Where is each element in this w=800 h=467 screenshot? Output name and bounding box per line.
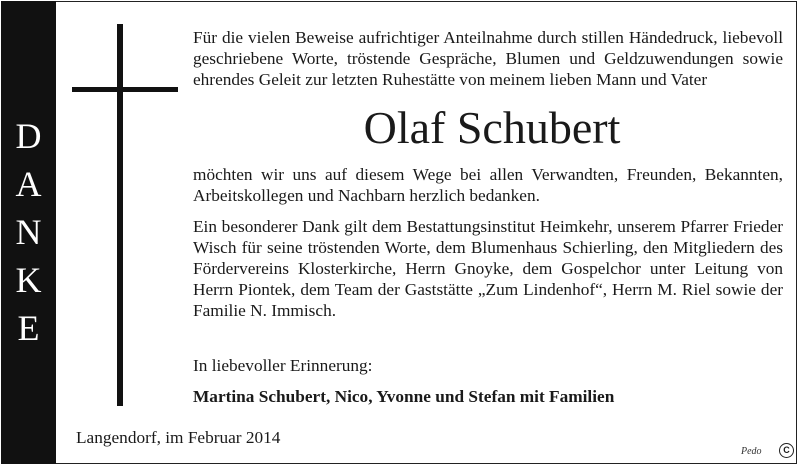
special-thanks-paragraph: Ein besonderer Dank gilt dem Bestattungsinstitut Heimkehr, unserem Pfarrer Frieder Wisch für seine tröstenden Worte, dem Blumenhaus Schierling, den Mitgliedern des Fördervereins Klosterkirche, Herrn Gnoyke, dem Gospelchor unter Leitung von Herrn Piontek, dem Team der Gaststätte „Zum Lindenhof“, Herrn M. Riel sowie der Familie N. Immisch. — [193, 217, 783, 320]
copyright-icon: C — [779, 443, 794, 458]
thanks-paragraph: möchten wir uns auf diesem Wege bei allen Verwandten, Freunden, Bekannten, Arbeitskollegen und Nachbarn herzlich bedanken. — [193, 165, 783, 205]
remembrance-line: In liebevoller Erinnerung: — [193, 356, 373, 375]
signers: Martina Schubert, Nico, Yvonne und Stefan mit Familien — [193, 387, 615, 406]
danke-letter-d: D — [15, 116, 42, 156]
place-date: Langendorf, im Februar 2014 — [76, 428, 281, 447]
cross-icon-horizontal-bar — [72, 87, 178, 92]
deceased-name: Olaf Schubert — [363, 102, 621, 153]
designer-credit: Pedo — [741, 446, 762, 457]
danke-letter-k: K — [15, 260, 42, 300]
danke-letter-a: A — [15, 164, 42, 204]
danke-letter-e: E — [17, 308, 40, 348]
cross-icon-vertical-bar — [117, 24, 123, 406]
danke-letter-n: N — [15, 212, 42, 252]
intro-paragraph: Für die vielen Beweise aufrichtiger Anteilnahme durch stillen Händedruck, liebevoll geschriebene Worte, tröstende Gespräche, Blumen und Geldzuwendungen sowie ehrendes Geleit zur letzten Ruhestätte von meinem lieben Mann und Vater — [193, 28, 783, 89]
danke-vertical-text — [1, 112, 56, 352]
